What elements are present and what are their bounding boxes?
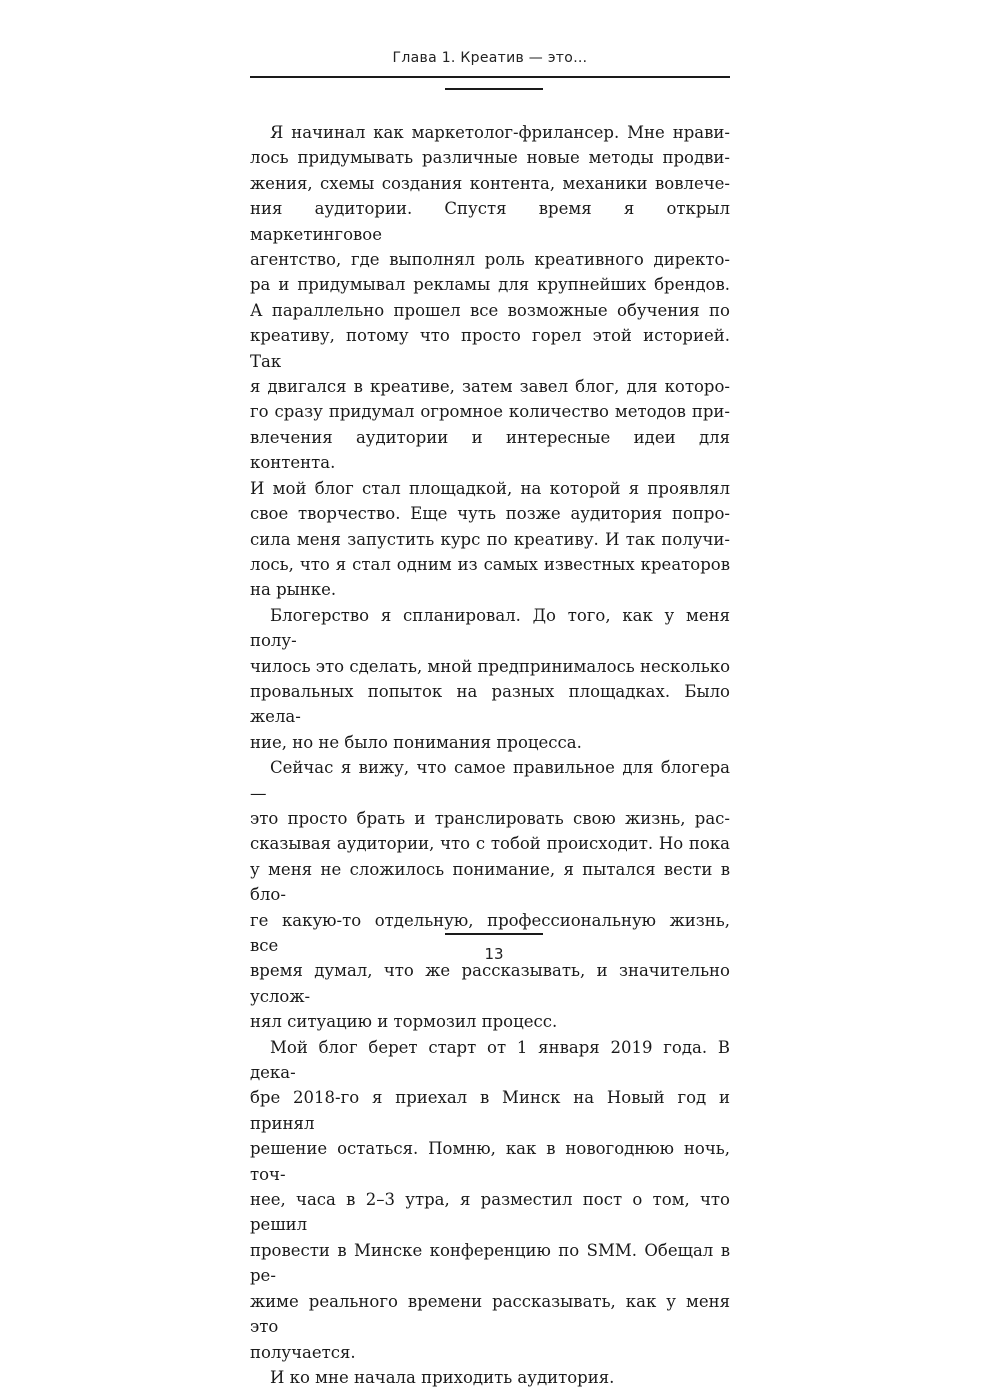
text-line: Мой блог берет старт от 1 января 2019 года. В дека- [250,1037,730,1083]
text-line: получается. [250,1342,356,1362]
text-line: это просто брать и транслировать свою жизнь, рас- [250,808,730,828]
paragraph [250,1035,730,1365]
text-line: у меня не сложилось понимание, я пытался вести в бло- [250,859,730,905]
header-short-rule [445,88,543,90]
text-line: я двигался в креативе, затем завел блог, для которо- [250,377,730,397]
text-line: на рынке. [250,580,337,600]
paragraph [250,1365,730,1390]
text-line: нял ситуацию и тормозил процесс. [250,1012,558,1032]
text-line: лось придумывать различные новые методы продви- [250,148,730,168]
text-line: чилось это сделать, мной предпринималось несколько [250,656,730,676]
text-line: жения, схемы создания контента, механики вовлече- [250,173,730,193]
text-line: ние, но не было понимания процесса. [250,732,582,752]
text-line: креативу, потому что просто горел этой историей. Так [250,326,730,371]
text-line: Сейчас я вижу, что самое правильное для блогера — [250,758,730,803]
text-line: И ко мне начала приходить аудитория. [270,1367,615,1387]
text-line: И мой блог стал площадкой, на которой я проявлял [250,478,730,498]
text-line: бре 2018-го я приехал в Минск на Новый год и принял [250,1088,730,1133]
text-line: провести в Минске конференцию по SMM. Обещал в ре- [250,1240,730,1286]
body-text [250,120,730,1390]
text-line: ге какую-то отдельную, профессиональную жизнь, все [250,910,730,955]
text-line: время думал, что же рассказывать, и значительно услож- [250,961,730,1006]
text-line: лось, что я стал одним из самых известных креаторов [250,554,730,574]
header-rule [250,76,730,78]
text-line: ра и придумывал рекламы для крупнейших брендов. [250,275,730,295]
paragraph [250,120,730,603]
text-line: жиме реального времени рассказывать, как у меня это [250,1291,730,1337]
paragraph [250,755,730,1034]
footer-rule [445,933,543,935]
text-line: провальных попыток на разных площадках. Было желa- [250,681,730,727]
text-line: ния аудитории. Спустя время я открыл маркетинговое [250,199,730,244]
text-line: агентство, где выполнял роль креативного директо- [250,250,730,270]
text-line: сила меня запустить курс по креативу. И так получи- [250,529,730,549]
text-line: решение остаться. Помню, как в новогоднюю ночь, точ- [250,1139,730,1184]
text-line: Я начинал как маркетолог-фрилансер. Мне нрави- [270,123,730,142]
text-line: нее, часа в 2–3 утра, я разместил пост о том, что решил [250,1190,730,1235]
text-line: свое творчество. Еще чуть позже аудитория попро- [250,504,730,524]
running-head: Глава 1. Креатив — это… [392,50,588,66]
text-line: сказывая аудитории, что с тобой происходит. Но пока [250,834,730,854]
text-line: Блогерство я спланировал. До того, как у меня полу- [250,605,730,651]
paragraph [250,603,730,755]
text-line: влечения аудитории и интересные идеи для контента. [250,427,730,473]
text-line: А параллельно прошел все возможные обучения по [250,300,730,320]
page-number: 13 [484,945,504,963]
text-line: го сразу придумал огромное количество методов при- [250,402,730,422]
